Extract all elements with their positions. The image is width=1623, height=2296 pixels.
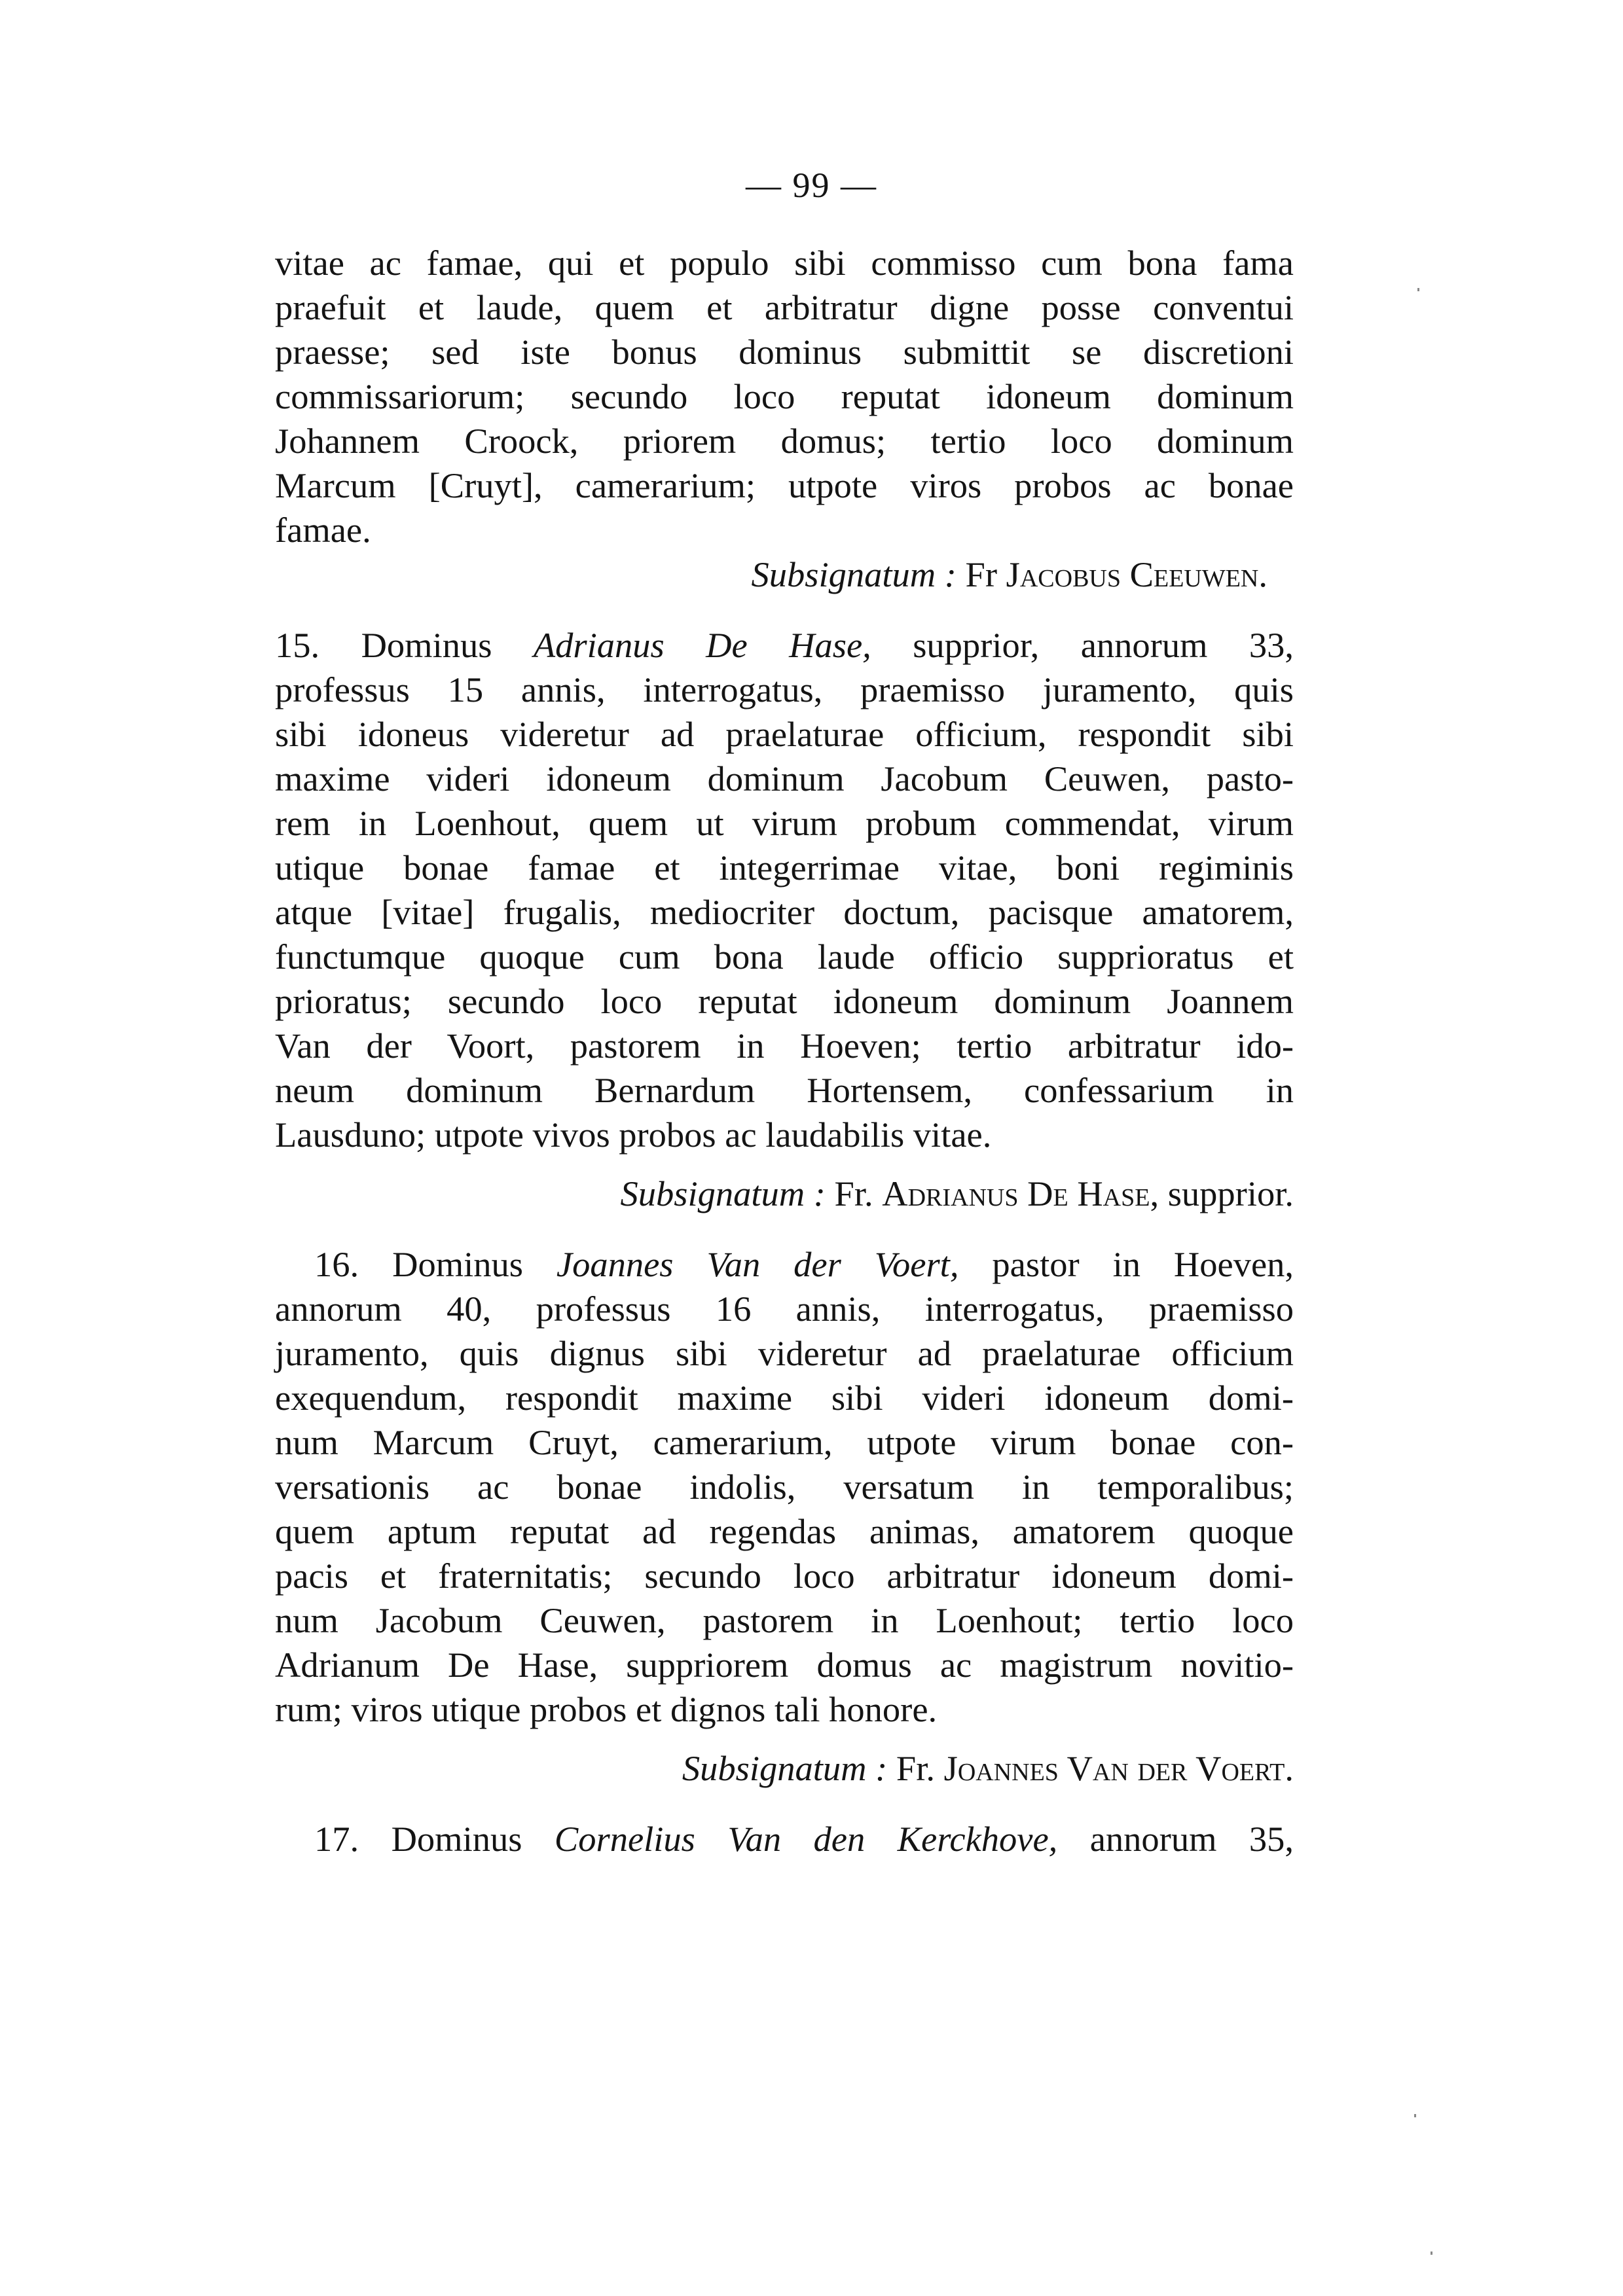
paragraph-number: 17. — [314, 1819, 359, 1859]
text-line: vitae ac famae, qui et populo sibi commisso cum bona fama — [275, 243, 1294, 283]
text-line: Adrianum De Hase, suppriorem domus ac magistrum novitio- — [275, 1645, 1294, 1685]
text-line: utique bonae famae et integerrimae vitae, boni regiminis — [275, 848, 1294, 888]
signature-role: supprior. — [1167, 1174, 1294, 1213]
text-line: quem aptum reputat ad regendas animas, amatorem quoque — [275, 1511, 1294, 1551]
text-line: atque [vitae] frugalis, mediocriter doctum, pacisque amatorem, — [275, 892, 1294, 932]
text-line — [275, 623, 1294, 668]
text-line: professus 15 annis, interrogatus, praemisso juramento, quis — [275, 670, 1294, 709]
text-line: Van der Voort, pastorem in Hoeven; tertio arbitratur ido- — [275, 1026, 1294, 1066]
text-line — [275, 1242, 1294, 1287]
signature-line — [275, 1746, 1294, 1791]
text-line: functumque quoque cum bona laude officio supprioratus et — [275, 937, 1294, 977]
paragraph-number: 16. — [314, 1244, 359, 1284]
text-line: pacis et fraternitatis; secundo loco arbitratur idoneum domi- — [275, 1556, 1294, 1596]
paper-speck — [1417, 288, 1419, 291]
signature-line — [275, 1172, 1294, 1216]
text-line: annorum 40, professus 16 annis, interrogatus, praemisso — [275, 1289, 1294, 1329]
text-line: rum; viros utique probos et dignos tali honore. — [275, 1689, 938, 1729]
text-line: num Jacobum Ceuwen, pastorem in Loenhout; tertio loco — [275, 1600, 1294, 1640]
text-line: rem in Loenhout, quem ut virum probum commendat, virum — [275, 803, 1294, 843]
text-line: exequendum, respondit maxime sibi videri idoneum domi- — [275, 1378, 1294, 1418]
text-line: praefuit et laude, quem et arbitratur digne posse conventui — [275, 287, 1294, 327]
text-line: prioratus; secundo loco reputat idoneum dominum Joannem — [275, 981, 1294, 1021]
person-name: Adrianus De Hase, — [533, 625, 871, 665]
text-line: praesse; sed iste bonus dominus submittit se discretioni — [275, 332, 1294, 372]
text-line — [275, 1817, 1294, 1861]
signature-line — [275, 552, 1294, 597]
text-run: Dominus — [392, 1244, 523, 1284]
paragraph-number: 15. — [275, 625, 320, 665]
text-line: Marcum [Cruyt], camerarium; utpote viros probos ac bonae — [275, 465, 1294, 505]
signature-name: Adrianus De Hase, — [882, 1174, 1159, 1213]
signature-title: Fr. — [896, 1748, 935, 1788]
text-line: juramento, quis dignus sibi videretur ad praelaturae officium — [275, 1333, 1294, 1373]
signature-label: Subsignatum : — [620, 1174, 826, 1213]
text-line: neum dominum Bernardum Hortensem, confessarium in — [275, 1070, 1294, 1110]
text-run: supprior, annorum 33, — [913, 625, 1294, 665]
text-run: Dominus — [391, 1819, 522, 1859]
text-line: commissariorum; secundo loco reputat idoneum dominum — [275, 376, 1294, 416]
text-line: maxime videri idoneum dominum Jacobum Ceuwen, pasto- — [275, 759, 1294, 798]
text-run: Dominus — [361, 625, 492, 665]
signature-label: Subsignatum : — [682, 1748, 888, 1788]
signature-title: Fr. — [834, 1174, 873, 1213]
text-run: annorum 35, — [1089, 1819, 1294, 1859]
text-line: famae. — [275, 510, 371, 550]
signature-name: Joannes Van der Voert. — [943, 1748, 1294, 1788]
paragraph-16 — [275, 1242, 1294, 1791]
person-name: Joannes Van der Voert, — [556, 1244, 959, 1284]
body-text — [275, 241, 1294, 1861]
text-line: sibi idoneus videretur ad praelaturae officium, respondit sibi — [275, 714, 1294, 754]
text-line: Lausduno; utpote vivos probos ac laudabilis vitae. — [275, 1115, 992, 1155]
paragraph-17 — [275, 1817, 1294, 1861]
paper-speck — [1414, 2114, 1416, 2117]
paragraph-continuation — [275, 241, 1294, 597]
text-line: num Marcum Cruyt, camerarium, utpote virum bonae con- — [275, 1422, 1294, 1462]
person-name: Cornelius Van den Kerckhove, — [554, 1819, 1058, 1859]
signature-label: Subsignatum : — [751, 554, 957, 594]
text-line: versationis ac bonae indolis, versatum in temporalibus; — [275, 1467, 1294, 1507]
paragraph-15 — [275, 623, 1294, 1216]
text-line: Johannem Croock, priorem domus; tertio loco dominum — [275, 421, 1294, 461]
paper-speck — [1431, 2251, 1432, 2255]
text-run: pastor in Hoeven, — [992, 1244, 1294, 1284]
page-number: — 99 — — [746, 166, 877, 205]
signature-name: Jacobus Ceeuwen. — [1006, 554, 1267, 594]
signature-title: Fr — [965, 554, 998, 594]
